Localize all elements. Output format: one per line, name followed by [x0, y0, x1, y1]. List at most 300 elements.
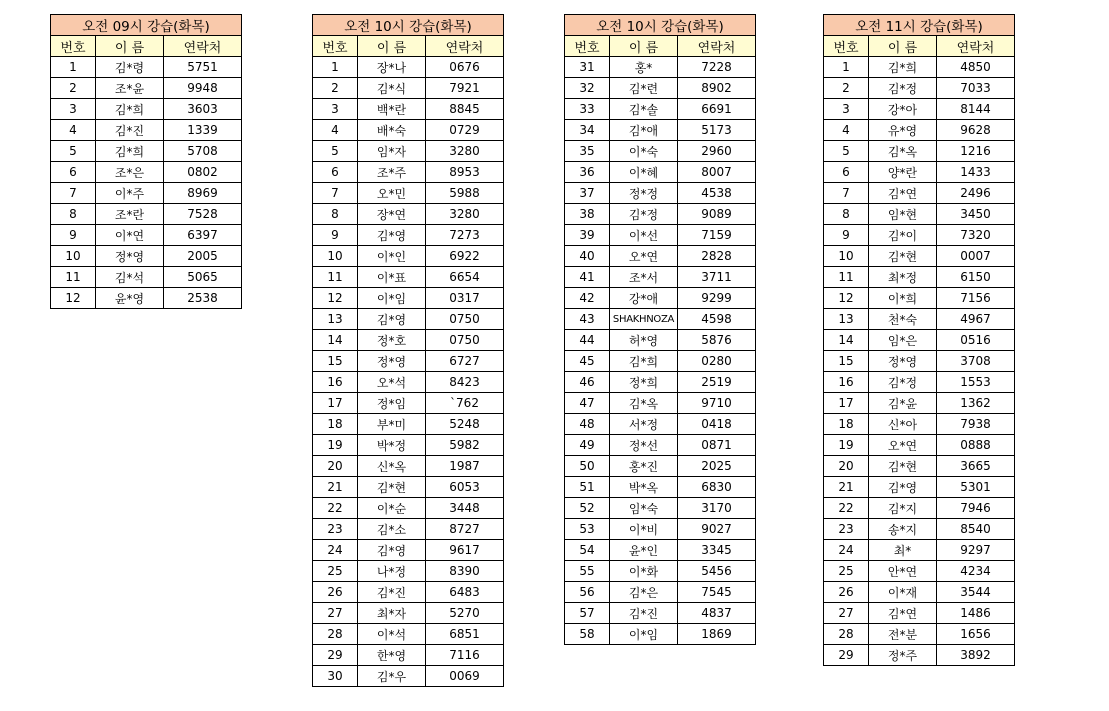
- table-row: [565, 267, 756, 288]
- table-row: [824, 351, 1015, 372]
- table-row: [824, 204, 1015, 225]
- member-name: 김*우: [358, 666, 426, 687]
- table-row: [565, 456, 756, 477]
- contact-number: 6727: [426, 351, 504, 372]
- contact-number: 0750: [426, 330, 504, 351]
- table-row: [565, 519, 756, 540]
- header-number: 번호: [824, 36, 869, 57]
- member-name: 김*윤: [869, 393, 937, 414]
- contact-number: 9628: [937, 120, 1015, 141]
- contact-number: 3892: [937, 645, 1015, 666]
- header-contact: 연락처: [937, 36, 1015, 57]
- table-row: [313, 141, 504, 162]
- row-number: 16: [313, 372, 358, 393]
- member-name: 김*솔: [610, 99, 678, 120]
- header-name: 이 름: [869, 36, 937, 57]
- table-row: [313, 477, 504, 498]
- row-number: 52: [565, 498, 610, 519]
- header-contact: 연락처: [678, 36, 756, 57]
- contact-number: 2960: [678, 141, 756, 162]
- member-name: 송*지: [869, 519, 937, 540]
- contact-number: 4967: [937, 309, 1015, 330]
- table-row: [565, 351, 756, 372]
- row-number: 10: [313, 246, 358, 267]
- row-number: 28: [313, 624, 358, 645]
- row-number: 37: [565, 183, 610, 204]
- table-row: [313, 372, 504, 393]
- row-number: 5: [51, 141, 96, 162]
- member-name: 이*희: [869, 288, 937, 309]
- table-row: [313, 666, 504, 687]
- table-row: [824, 183, 1015, 204]
- member-name: 이*혜: [610, 162, 678, 183]
- member-name: 안*연: [869, 561, 937, 582]
- contact-number: 9027: [678, 519, 756, 540]
- member-name: 이*표: [358, 267, 426, 288]
- row-number: 1: [824, 57, 869, 78]
- contact-number: 7946: [937, 498, 1015, 519]
- member-name: 전*분: [869, 624, 937, 645]
- member-name: 김*영: [358, 540, 426, 561]
- row-number: 2: [313, 78, 358, 99]
- row-number: 53: [565, 519, 610, 540]
- table-row: [51, 225, 242, 246]
- table-row: [313, 414, 504, 435]
- row-number: 13: [824, 309, 869, 330]
- member-name: 김*희: [610, 351, 678, 372]
- member-name: 양*란: [869, 162, 937, 183]
- row-number: 19: [313, 435, 358, 456]
- contact-number: 0676: [426, 57, 504, 78]
- table-row: [824, 309, 1015, 330]
- table-row: [824, 519, 1015, 540]
- contact-number: 1553: [937, 372, 1015, 393]
- row-number: 11: [824, 267, 869, 288]
- contact-number: 8540: [937, 519, 1015, 540]
- contact-number: 5708: [164, 141, 242, 162]
- contact-number: 1869: [678, 624, 756, 645]
- row-number: 22: [313, 498, 358, 519]
- member-name: 김*현: [869, 246, 937, 267]
- contact-number: 7921: [426, 78, 504, 99]
- table-row: [313, 561, 504, 582]
- contact-number: 7116: [426, 645, 504, 666]
- member-name: 이*화: [610, 561, 678, 582]
- table-row: [51, 99, 242, 120]
- row-number: 1: [51, 57, 96, 78]
- member-name: 이*임: [610, 624, 678, 645]
- member-name: 김*정: [869, 372, 937, 393]
- contact-number: 7273: [426, 225, 504, 246]
- row-number: 11: [313, 267, 358, 288]
- row-number: 10: [824, 246, 869, 267]
- table-row: [565, 162, 756, 183]
- contact-number: 3665: [937, 456, 1015, 477]
- row-number: 12: [824, 288, 869, 309]
- row-number: 21: [824, 477, 869, 498]
- member-name: 정*임: [358, 393, 426, 414]
- contact-number: 3345: [678, 540, 756, 561]
- contact-number: 8727: [426, 519, 504, 540]
- row-number: 57: [565, 603, 610, 624]
- table-row: [565, 540, 756, 561]
- row-number: 4: [51, 120, 96, 141]
- member-name: 김*정: [610, 204, 678, 225]
- member-name: 이*연: [96, 225, 164, 246]
- member-name: 최*정: [869, 267, 937, 288]
- member-name: 신*옥: [358, 456, 426, 477]
- row-number: 18: [313, 414, 358, 435]
- member-name: 정*희: [610, 372, 678, 393]
- contact-number: 8007: [678, 162, 756, 183]
- row-number: 34: [565, 120, 610, 141]
- table-row: [565, 393, 756, 414]
- row-number: 47: [565, 393, 610, 414]
- row-number: 50: [565, 456, 610, 477]
- member-name: 윤*인: [610, 540, 678, 561]
- contact-number: 0888: [937, 435, 1015, 456]
- table-row: [51, 288, 242, 309]
- row-number: 45: [565, 351, 610, 372]
- contact-number: 1339: [164, 120, 242, 141]
- member-name: 정*영: [869, 351, 937, 372]
- row-number: 12: [51, 288, 96, 309]
- member-name: 김*진: [96, 120, 164, 141]
- table-row: [565, 561, 756, 582]
- table-row: [51, 78, 242, 99]
- member-name: 김*옥: [610, 393, 678, 414]
- contact-number: 9299: [678, 288, 756, 309]
- member-name: 조*란: [96, 204, 164, 225]
- table-title: 오전 09시 강습(화목): [51, 15, 242, 36]
- row-number: 12: [313, 288, 358, 309]
- member-name: 김*진: [610, 603, 678, 624]
- member-name: 김*현: [869, 456, 937, 477]
- contact-number: 5751: [164, 57, 242, 78]
- contact-number: 5982: [426, 435, 504, 456]
- contact-number: 7033: [937, 78, 1015, 99]
- row-number: 54: [565, 540, 610, 561]
- table-row: [313, 309, 504, 330]
- contact-number: 5270: [426, 603, 504, 624]
- row-number: 41: [565, 267, 610, 288]
- table-row: [565, 309, 756, 330]
- row-number: 29: [313, 645, 358, 666]
- class-table-1100: [823, 14, 1015, 666]
- contact-number: 7228: [678, 57, 756, 78]
- row-number: 42: [565, 288, 610, 309]
- table-row: [313, 267, 504, 288]
- contact-number: 9948: [164, 78, 242, 99]
- contact-number: 3544: [937, 582, 1015, 603]
- row-number: 49: [565, 435, 610, 456]
- member-name: 이*숙: [610, 141, 678, 162]
- row-number: 23: [824, 519, 869, 540]
- table-row: [565, 414, 756, 435]
- row-number: 19: [824, 435, 869, 456]
- member-name: 김*영: [358, 225, 426, 246]
- member-name: 강*아: [869, 99, 937, 120]
- member-name: 장*나: [358, 57, 426, 78]
- row-number: 14: [824, 330, 869, 351]
- member-name: 임*자: [358, 141, 426, 162]
- member-name: 배*숙: [358, 120, 426, 141]
- table-row: [51, 267, 242, 288]
- member-name: 장*연: [358, 204, 426, 225]
- row-number: 25: [313, 561, 358, 582]
- row-number: 32: [565, 78, 610, 99]
- contact-number: 6922: [426, 246, 504, 267]
- contact-number: 8423: [426, 372, 504, 393]
- class-table-1000-part1: [312, 14, 504, 687]
- member-name: 김*영: [358, 309, 426, 330]
- row-number: 40: [565, 246, 610, 267]
- contact-number: 5456: [678, 561, 756, 582]
- member-name: 정*영: [96, 246, 164, 267]
- member-name: 이*선: [610, 225, 678, 246]
- member-name: 김*연: [869, 603, 937, 624]
- table-row: [824, 498, 1015, 519]
- contact-number: 2496: [937, 183, 1015, 204]
- contact-number: 3603: [164, 99, 242, 120]
- member-name: 이*주: [96, 183, 164, 204]
- member-name: 임*숙: [610, 498, 678, 519]
- row-number: 15: [824, 351, 869, 372]
- table-row: [565, 624, 756, 645]
- class-table-0900: [50, 14, 242, 309]
- member-name: 허*영: [610, 330, 678, 351]
- row-number: 7: [51, 183, 96, 204]
- member-name: 조*윤: [96, 78, 164, 99]
- row-number: 35: [565, 141, 610, 162]
- member-name: 신*아: [869, 414, 937, 435]
- table-title: 오전 10시 강습(화목): [313, 15, 504, 36]
- contact-number: 3711: [678, 267, 756, 288]
- contact-number: 5065: [164, 267, 242, 288]
- contact-number: 9089: [678, 204, 756, 225]
- member-name: 천*숙: [869, 309, 937, 330]
- contact-number: 1656: [937, 624, 1015, 645]
- table-row: [565, 141, 756, 162]
- contact-number: 4538: [678, 183, 756, 204]
- member-name: 김*지: [869, 498, 937, 519]
- row-number: 20: [313, 456, 358, 477]
- row-number: 17: [313, 393, 358, 414]
- header-number: 번호: [565, 36, 610, 57]
- contact-number: 6691: [678, 99, 756, 120]
- member-name: 정*호: [358, 330, 426, 351]
- member-name: 이*임: [358, 288, 426, 309]
- contact-number: 2828: [678, 246, 756, 267]
- row-number: 36: [565, 162, 610, 183]
- row-number: 5: [824, 141, 869, 162]
- table-row: [313, 519, 504, 540]
- member-name: 부*미: [358, 414, 426, 435]
- member-name: 이*비: [610, 519, 678, 540]
- contact-number: 5248: [426, 414, 504, 435]
- row-number: 43: [565, 309, 610, 330]
- table-row: [565, 288, 756, 309]
- contact-number: 1433: [937, 162, 1015, 183]
- table-row: [313, 162, 504, 183]
- member-name: 김*련: [610, 78, 678, 99]
- table-row: [824, 372, 1015, 393]
- member-name: 김*이: [869, 225, 937, 246]
- table-row: [824, 120, 1015, 141]
- table-row: [824, 477, 1015, 498]
- contact-number: 0418: [678, 414, 756, 435]
- row-number: 2: [51, 78, 96, 99]
- header-number: 번호: [313, 36, 358, 57]
- table-row: [565, 477, 756, 498]
- contact-number: 0007: [937, 246, 1015, 267]
- row-number: 46: [565, 372, 610, 393]
- contact-number: 8144: [937, 99, 1015, 120]
- member-name: 김*현: [358, 477, 426, 498]
- member-name: 김*영: [869, 477, 937, 498]
- table-row: [824, 330, 1015, 351]
- table-row: [824, 393, 1015, 414]
- member-name: 김*애: [610, 120, 678, 141]
- row-number: 10: [51, 246, 96, 267]
- header-contact: 연락처: [164, 36, 242, 57]
- table-row: [565, 582, 756, 603]
- table-row: [313, 78, 504, 99]
- contact-number: 3448: [426, 498, 504, 519]
- contact-number: 0317: [426, 288, 504, 309]
- member-name: 조*은: [96, 162, 164, 183]
- member-name: 최*: [869, 540, 937, 561]
- contact-number: 1362: [937, 393, 1015, 414]
- row-number: 16: [824, 372, 869, 393]
- row-number: 39: [565, 225, 610, 246]
- table-row: [824, 456, 1015, 477]
- member-name: 김*석: [96, 267, 164, 288]
- table-row: [565, 99, 756, 120]
- contact-number: 5988: [426, 183, 504, 204]
- row-number: 21: [313, 477, 358, 498]
- row-number: 18: [824, 414, 869, 435]
- table-row: [824, 540, 1015, 561]
- member-name: 오*민: [358, 183, 426, 204]
- row-number: 8: [51, 204, 96, 225]
- table-row: [51, 204, 242, 225]
- table-row: [313, 225, 504, 246]
- row-number: 14: [313, 330, 358, 351]
- contact-number: 1987: [426, 456, 504, 477]
- row-number: 26: [824, 582, 869, 603]
- table-row: [313, 120, 504, 141]
- row-number: 24: [313, 540, 358, 561]
- table-row: [565, 603, 756, 624]
- contact-number: 7528: [164, 204, 242, 225]
- table-row: [565, 435, 756, 456]
- contact-number: 8845: [426, 99, 504, 120]
- contact-number: 7545: [678, 582, 756, 603]
- table-row: [565, 372, 756, 393]
- table-row: [824, 645, 1015, 666]
- row-number: 6: [51, 162, 96, 183]
- contact-number: 0516: [937, 330, 1015, 351]
- row-number: 33: [565, 99, 610, 120]
- table-row: [565, 246, 756, 267]
- table-row: [313, 456, 504, 477]
- row-number: 6: [824, 162, 869, 183]
- row-number: 27: [313, 603, 358, 624]
- table-row: [824, 603, 1015, 624]
- row-number: 28: [824, 624, 869, 645]
- header-name: 이 름: [96, 36, 164, 57]
- contact-number: 5173: [678, 120, 756, 141]
- row-number: 20: [824, 456, 869, 477]
- table-row: [313, 99, 504, 120]
- row-number: 7: [824, 183, 869, 204]
- table-row: [565, 183, 756, 204]
- row-number: 15: [313, 351, 358, 372]
- member-name: 오*석: [358, 372, 426, 393]
- contact-number: 9710: [678, 393, 756, 414]
- contact-number: 3280: [426, 141, 504, 162]
- header-contact: 연락처: [426, 36, 504, 57]
- member-name: 박*정: [358, 435, 426, 456]
- contact-number: 0280: [678, 351, 756, 372]
- row-number: 17: [824, 393, 869, 414]
- member-name: 김*희: [96, 141, 164, 162]
- table-row: [313, 393, 504, 414]
- table-row: [824, 99, 1015, 120]
- member-name: 김*령: [96, 57, 164, 78]
- row-number: 26: [313, 582, 358, 603]
- table-row: [824, 435, 1015, 456]
- member-name: 조*서: [610, 267, 678, 288]
- member-name: 오*연: [869, 435, 937, 456]
- table-row: [313, 330, 504, 351]
- contact-number: 7159: [678, 225, 756, 246]
- row-number: 6: [313, 162, 358, 183]
- table-row: [313, 624, 504, 645]
- contact-number: 6654: [426, 267, 504, 288]
- contact-number: 6851: [426, 624, 504, 645]
- row-number: 22: [824, 498, 869, 519]
- contact-number: 5301: [937, 477, 1015, 498]
- contact-number: 6150: [937, 267, 1015, 288]
- table-row: [824, 57, 1015, 78]
- header-name: 이 름: [610, 36, 678, 57]
- row-number: 23: [313, 519, 358, 540]
- member-name: 김*소: [358, 519, 426, 540]
- table-row: [313, 57, 504, 78]
- table-row: [313, 603, 504, 624]
- row-number: 24: [824, 540, 869, 561]
- table-row: [313, 645, 504, 666]
- contact-number: 2519: [678, 372, 756, 393]
- contact-number: 6483: [426, 582, 504, 603]
- member-name: 홍*: [610, 57, 678, 78]
- contact-number: 3708: [937, 351, 1015, 372]
- member-name: 한*영: [358, 645, 426, 666]
- contact-number: 8902: [678, 78, 756, 99]
- table-row: [824, 267, 1015, 288]
- table-row: [824, 288, 1015, 309]
- table-row: [51, 162, 242, 183]
- contact-number: 1486: [937, 603, 1015, 624]
- contact-number: 8390: [426, 561, 504, 582]
- contact-number: 4598: [678, 309, 756, 330]
- table-row: [313, 246, 504, 267]
- member-name: SHAKHNOZA: [610, 309, 678, 330]
- table-row: [824, 561, 1015, 582]
- row-number: 3: [824, 99, 869, 120]
